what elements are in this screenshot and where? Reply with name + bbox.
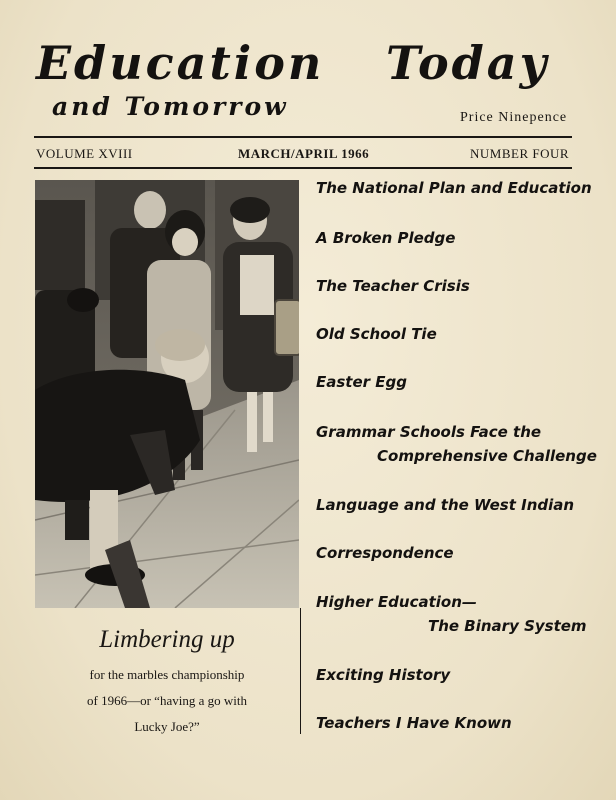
title-word-today: Today <box>386 36 550 90</box>
contents-item: Language and the West Indian <box>316 496 575 514</box>
magazine-subtitle: and Tomorrow <box>52 92 289 121</box>
bottom-rule <box>34 167 572 169</box>
contents-item: Correspondence <box>316 544 454 562</box>
contents-item: A Broken Pledge <box>316 229 456 247</box>
column-divider <box>300 608 301 734</box>
caption-line-2: of 1966—or “having a go with <box>87 693 247 708</box>
contents-item: The Teacher Crisis <box>316 277 470 295</box>
issue-number: NUMBER FOUR <box>470 146 570 161</box>
contents-item: Comprehensive Challenge <box>377 447 597 465</box>
caption-line-1: for the marbles championship <box>89 667 245 682</box>
cover-photo <box>35 180 299 608</box>
contents-item: The Binary System <box>428 617 587 635</box>
contents-item: Exciting History <box>316 666 451 684</box>
title-word-education: Education <box>36 36 325 90</box>
photo-children-playing-marbles-icon <box>35 180 299 608</box>
contents-item: Grammar Schools Face the <box>316 423 542 441</box>
contents-item: Teachers I Have Known <box>316 714 512 732</box>
contents-item: Easter Egg <box>316 373 407 391</box>
price-label: Price Ninepence <box>460 110 568 125</box>
contents-item: Old School Tie <box>316 325 437 343</box>
caption-line-3: Lucky Joe?” <box>134 719 200 734</box>
contents-item: The National Plan and Education <box>316 179 592 197</box>
caption-title: Limbering up <box>99 626 235 653</box>
top-rule <box>34 136 572 138</box>
issue-date: MARCH/APRIL 1966 <box>238 146 370 161</box>
magazine-title <box>36 36 550 90</box>
contents-item: Higher Education— <box>316 593 477 611</box>
volume-label: VOLUME XVIII <box>36 146 133 161</box>
